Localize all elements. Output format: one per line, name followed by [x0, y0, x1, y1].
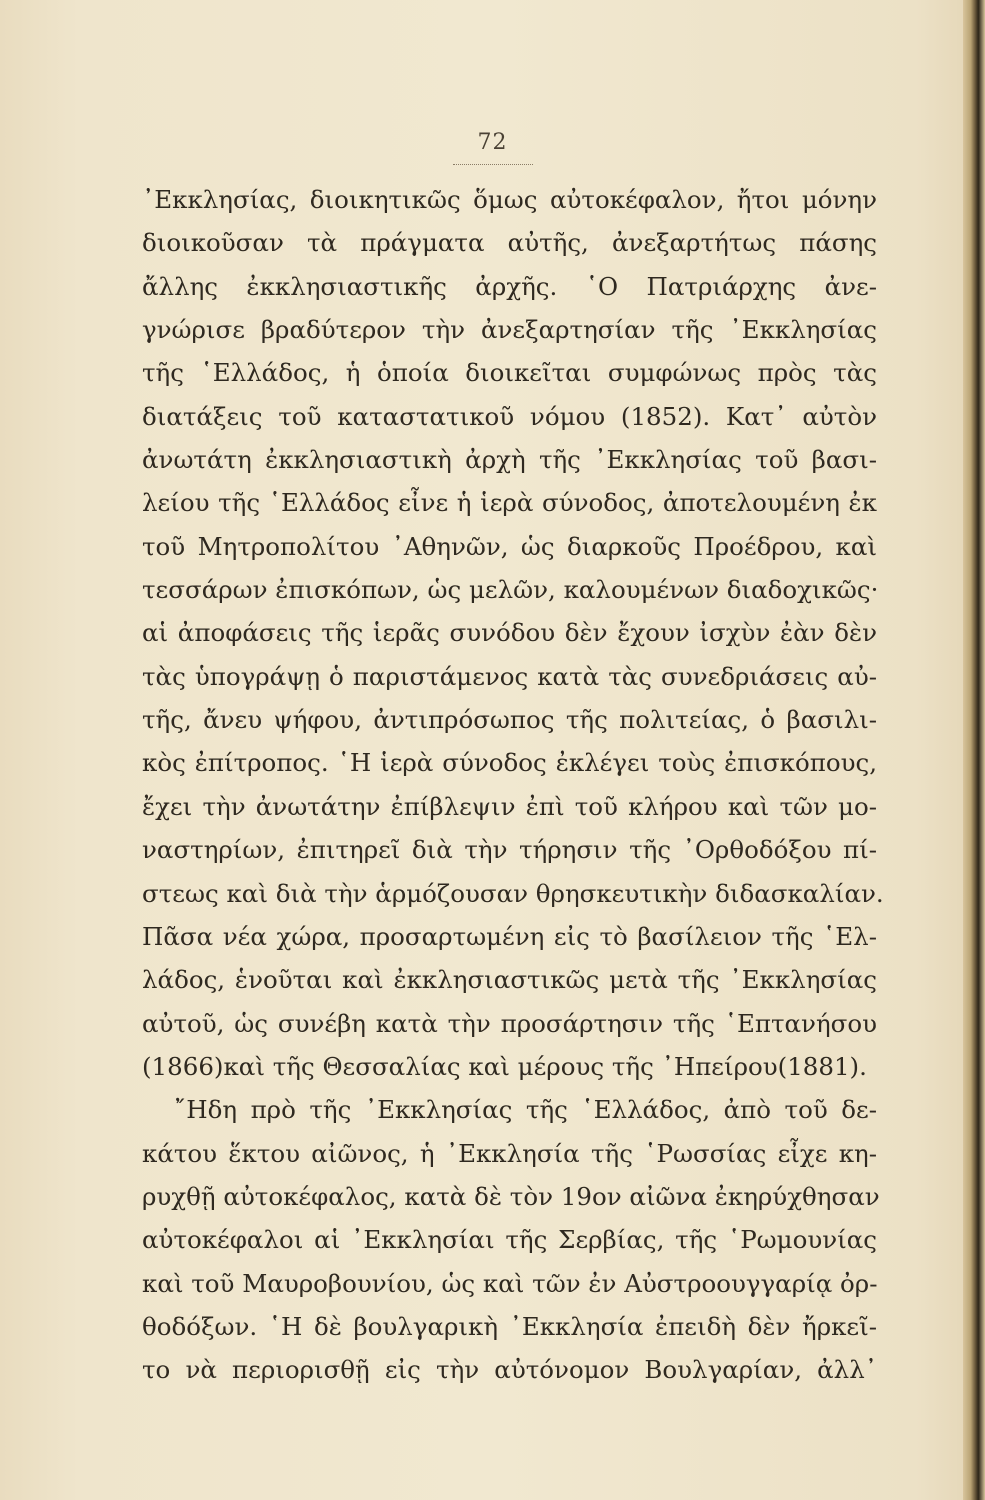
text-line: αὐτοκέφαλοι αἱ ᾿Εκκλησίαι τῆς Σερβίας, τῆς ῾Ρωμουνίας: [142, 1225, 877, 1255]
text-line: ᾿Εκκλησίας, διοικητικῶς ὅμως αὐτοκέφαλον, ἤτοι μόνην: [142, 185, 877, 214]
text-line: ἔχει τὴν ἀνωτάτην ἐπίβλεψιν ἐπὶ τοῦ κλήρου καὶ τῶν μο-: [142, 791, 877, 821]
text-line: κὸς ἐπίτροπος. ῾Η ἱερὰ σύνοδος ἐκλέγει τοὺς ἐπισκόπους,: [142, 748, 877, 778]
body-text: [142, 178, 884, 1392]
text-line: ἀνωτάτη ἐκκλησιαστικὴ ἀρχὴ τῆς ᾿Εκκλησίας τοῦ βασι-: [142, 445, 877, 475]
text-line: το νὰ περιορισθῇ εἰς τὴν αὐτόνομον Βουλγαρίαν, ἀλλ᾿: [142, 1355, 877, 1385]
text-line: διοικοῦσαν τὰ πράγματα αὐτῆς, ἀνεξαρτήτως πάσης: [142, 228, 877, 258]
text-line: τῆς, ἄνευ ψήφου, ἀντιπρόσωπος τῆς πολιτείας, ὁ βασιλι-: [142, 705, 877, 735]
text-line: ἄλλης ἐκκλησιαστικῆς ἀρχῆς. ῾Ο Πατριάρχης ἀνε-: [142, 271, 877, 301]
text-line: ρυχθῇ αὐτοκέφαλος, κατὰ δὲ τὸν 19ον αἰῶνα ἐκηρύχθησαν: [142, 1181, 880, 1211]
book-spine-edge: [963, 0, 985, 1500]
page-number-rule: [453, 164, 533, 165]
text-line: κάτου ἕκτου αἰῶνος, ἡ ᾿Εκκλησία τῆς ῾Ρωσσίας εἶχε κη-: [142, 1138, 877, 1168]
text-line: Πᾶσα νέα χώρα, προσαρτωμένη εἰς τὸ βασίλειον τῆς ῾Ελ-: [142, 921, 877, 951]
text-line: λείου τῆς ῾Ελλάδος εἶνε ἡ ἱερὰ σύνοδος, ἀποτελουμένη ἐκ: [142, 488, 877, 518]
text-line: τοῦ Μητροπολίτου ᾿Αθηνῶν, ὡς διαρκοῦς Προέδρου, καὶ: [142, 531, 877, 561]
text-line: καὶ τοῦ Μαυροβουνίου, ὡς καὶ τῶν ἐν Αὐστροουγγαρίᾳ ὀρ-: [142, 1268, 878, 1298]
text-line: ῎Ηδη πρὸ τῆς ᾿Εκκλησίας τῆς ῾Ελλάδος, ἀπὸ τοῦ δε-: [174, 1095, 877, 1125]
text-line: τὰς ὑπογράψῃ ὁ παριστάμενος κατὰ τὰς συνεδριάσεις αὐ-: [142, 661, 877, 691]
text-line: γνώρισε βραδύτερον τὴν ἀνεξαρτησίαν τῆς ᾿Εκκλησίας: [142, 315, 877, 345]
text-line: τῆς ῾Ελλάδος, ἡ ὁποία διοικεῖται συμφώνως πρὸς τὰς: [142, 358, 877, 388]
text-line: στεως καὶ διὰ τὴν ἁρμόζουσαν θρησκευτικὴν διδασκαλίαν.: [142, 878, 884, 908]
text-line: θοδόξων. ῾Η δὲ βουλγαρικὴ ᾿Εκκλησία ἐπειδὴ δὲν ἤρκεῖ-: [142, 1311, 877, 1341]
text-line: διατάξεις τοῦ καταστατικοῦ νόμου (1852). Κατ᾿ αὐτὸν: [142, 401, 877, 431]
text-line: αἱ ἀποφάσεις τῆς ἱερᾶς συνόδου δὲν ἔχουν ἰσχὺν ἐὰν δὲν: [142, 618, 877, 648]
text-line: λάδος, ἑνοῦται καὶ ἐκκλησιαστικῶς μετὰ τῆς ᾿Εκκλησίας: [142, 965, 877, 995]
page-number: 72: [477, 130, 508, 155]
text-line: ναστηρίων, ἐπιτηρεῖ διὰ τὴν τήρησιν τῆς ᾿Ορθοδόξου πί-: [142, 835, 877, 865]
text-line: αὐτοῦ, ὡς συνέβη κατὰ τὴν προσάρτησιν τῆς ῾Επτανήσου: [142, 1008, 877, 1038]
text-line: τεσσάρων ἐπισκόπων, ὡς μελῶν, καλουμένων διαδοχικῶς·: [142, 575, 879, 605]
text-line: (1866)καὶ τῆς Θεσσαλίας καὶ μέρους τῆς ᾿Ηπείρου(1881).: [142, 1051, 867, 1081]
